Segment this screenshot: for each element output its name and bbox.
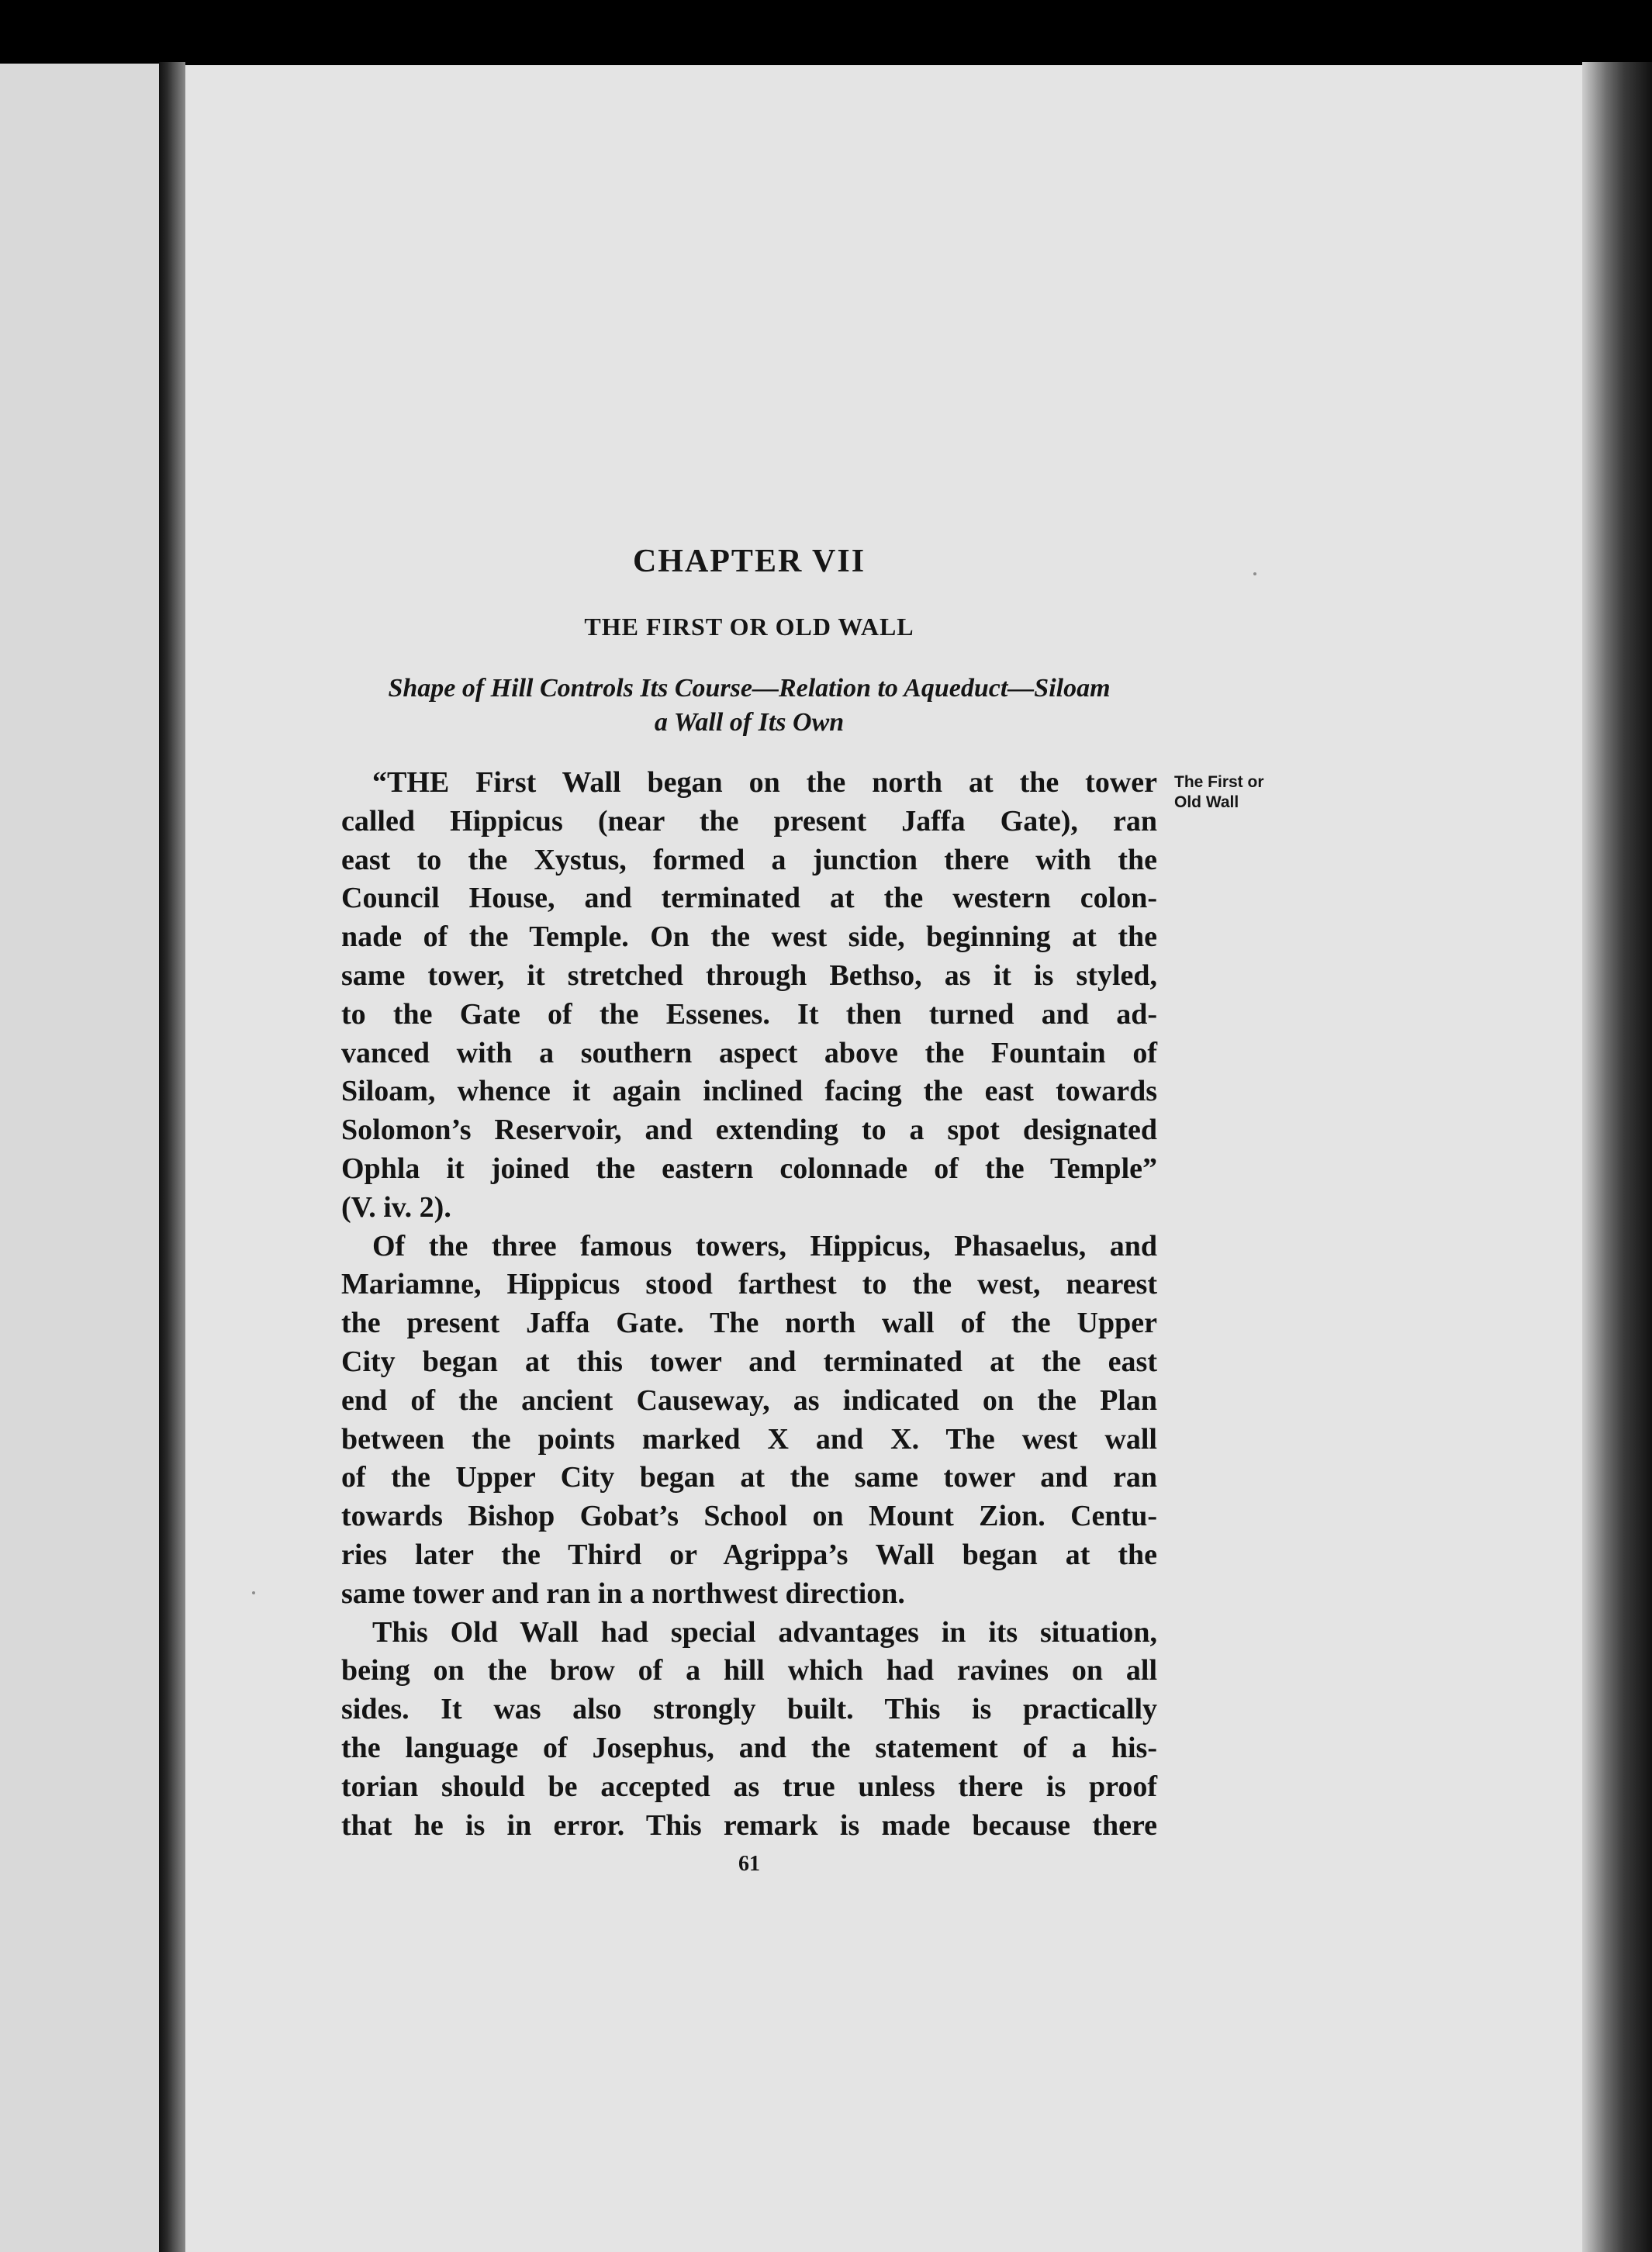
- text-line: sides. It was also strongly built. This is practically: [341, 1693, 1157, 1726]
- text-line: torian should be accepted as true unless there is proof: [341, 1770, 1157, 1803]
- facing-page-edge: [0, 64, 159, 2252]
- text-line: “THE First Wall began on the north at the tower: [372, 766, 1157, 799]
- text-line: called Hippicus (near the present Jaffa Gate), ran: [341, 804, 1157, 838]
- text-line: Siloam, whence it again inclined facing the east towards: [341, 1075, 1157, 1108]
- margin-note-line: The First or: [1174, 773, 1264, 791]
- margin-note-line: Old Wall: [1174, 793, 1239, 811]
- text-line: same tower, it stretched through Bethso, as it is styled,: [341, 958, 1157, 992]
- text-line: same tower and ran in a northwest direction.: [341, 1577, 905, 1610]
- text-line: This Old Wall had special advantages in its situation,: [372, 1615, 1157, 1649]
- text-line: Council House, and terminated at the western colon-: [341, 882, 1157, 915]
- scan-speck: [252, 1591, 255, 1594]
- text-line: (V. iv. 2).: [341, 1190, 451, 1224]
- text-line: the language of Josephus, and the statement of a his-: [341, 1731, 1157, 1764]
- chapter-subtitle-line: Shape of Hill Controls Its Course—Relation to Aqueduct—Siloam: [388, 674, 1111, 703]
- text-line: being on the brow of a hill which had ravines on all: [341, 1654, 1157, 1687]
- body-text: [341, 764, 1157, 1845]
- margin-note: [1174, 772, 1314, 813]
- text-line: Solomon’s Reservoir, and extending to a spot designated: [341, 1114, 1157, 1147]
- book-gutter: [159, 62, 185, 2252]
- chapter-heading: CHAPTER VII: [632, 544, 866, 579]
- text-line: nade of the Temple. On the west side, beginning at the: [341, 920, 1157, 954]
- text-line: to the Gate of the Essenes. It then turned and ad-: [341, 997, 1157, 1031]
- chapter-title: THE FIRST OR OLD WALL: [584, 613, 914, 641]
- text-line: vanced with a southern aspect above the Fountain of: [341, 1036, 1157, 1069]
- page-edge-shadow: [1582, 62, 1652, 2252]
- text-line: Ophla it joined the eastern colonnade of the Temple”: [341, 1152, 1157, 1185]
- text-line: that he is in error. This remark is made because there: [341, 1808, 1157, 1842]
- chapter-subtitle: [341, 672, 1157, 740]
- scan-speck: [1253, 572, 1256, 575]
- text-line: towards Bishop Gobat’s School on Mount Zion. Centu-: [341, 1500, 1157, 1533]
- text-line: the present Jaffa Gate. The north wall of the Upper: [341, 1307, 1157, 1340]
- chapter-subtitle-line: a Wall of Its Own: [654, 708, 845, 737]
- text-line: Of the three famous towers, Hippicus, Phasaelus, and: [372, 1229, 1157, 1262]
- text-line: of the Upper City began at the same tower and ran: [341, 1461, 1157, 1494]
- text-line: between the points marked X and X. The west wall: [341, 1422, 1157, 1456]
- text-line: ries later the Third or Agrippa’s Wall began at the: [341, 1538, 1157, 1571]
- text-line: City began at this tower and terminated at the east: [341, 1345, 1157, 1378]
- text-line: Mariamne, Hippicus stood farthest to the west, nearest: [341, 1268, 1157, 1301]
- text-line: east to the Xystus, formed a junction there with the: [341, 843, 1157, 876]
- page-number: 61: [738, 1852, 760, 1876]
- text-line: end of the ancient Causeway, as indicated on the Plan: [341, 1383, 1157, 1417]
